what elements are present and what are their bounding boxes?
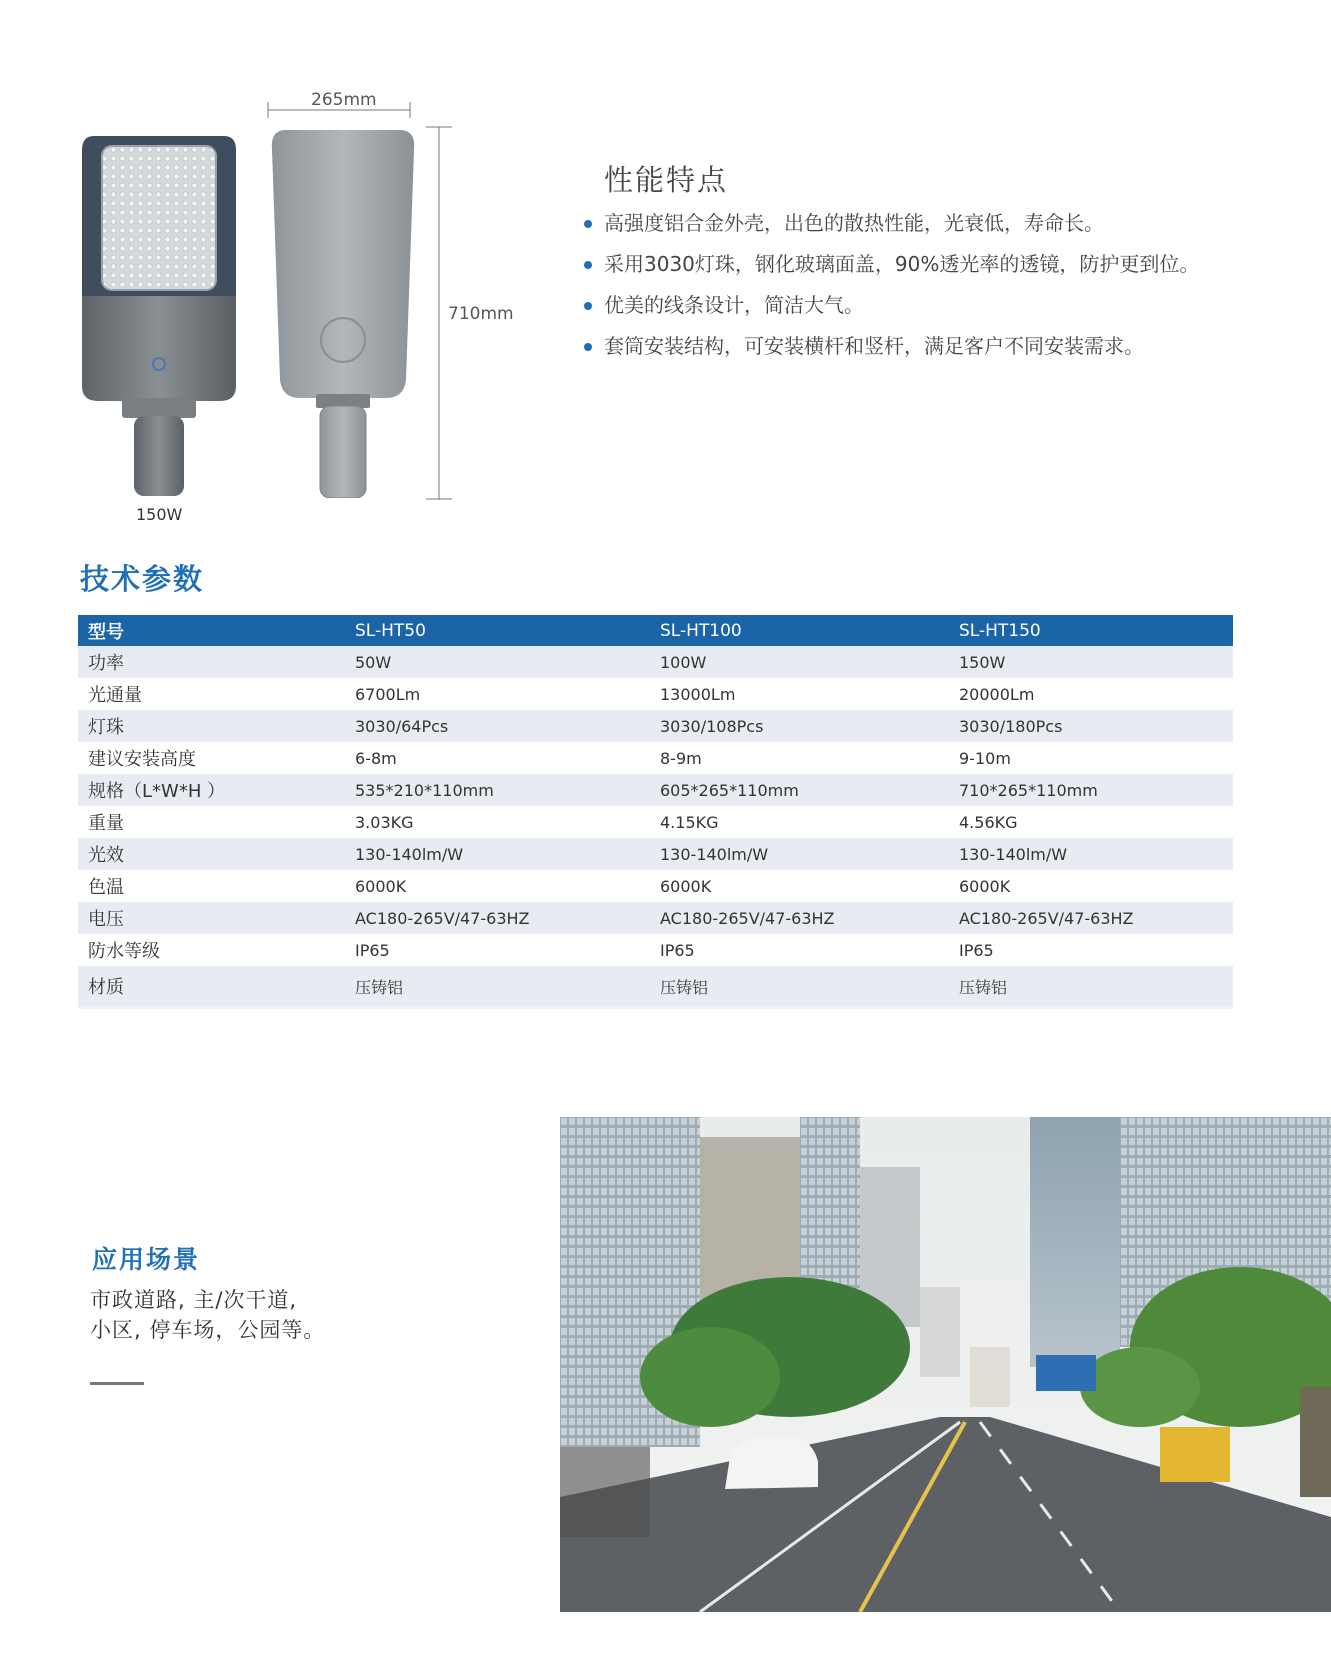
table-cell: 压铸铝: [949, 966, 1233, 1008]
table-row: [78, 678, 1233, 710]
table-cell: 13000Lm: [650, 678, 949, 710]
row-label: 材质: [78, 966, 345, 1008]
specs-header-row: [78, 615, 1233, 646]
row-label: 光效: [78, 838, 345, 870]
street-light-back-image: [270, 130, 416, 498]
table-cell: IP65: [345, 934, 650, 966]
table-cell: 3.03KG: [345, 806, 650, 838]
feature-item: 优美的线条设计，简洁大气。: [584, 290, 1199, 331]
table-cell: 130-140lm/W: [650, 838, 949, 870]
table-cell: 3030/108Pcs: [650, 710, 949, 742]
table-row: [78, 966, 1233, 1008]
table-cell: AC180-265V/47-63HZ: [345, 902, 650, 934]
table-cell: 710*265*110mm: [949, 774, 1233, 806]
table-cell: 6700Lm: [345, 678, 650, 710]
table-cell: IP65: [949, 934, 1233, 966]
table-cell: 压铸铝: [345, 966, 650, 1008]
table-row: [78, 710, 1233, 742]
table-row: [78, 902, 1233, 934]
specs-table: [78, 615, 1233, 1009]
table-row: [78, 870, 1233, 902]
row-label: 灯珠: [78, 710, 345, 742]
table-cell: AC180-265V/47-63HZ: [650, 902, 949, 934]
features-list: [584, 208, 1199, 372]
table-cell: 压铸铝: [650, 966, 949, 1008]
table-cell: 20000Lm: [949, 678, 1233, 710]
table-cell: 130-140lm/W: [345, 838, 650, 870]
row-label: 建议安装高度: [78, 742, 345, 774]
row-label: 规格（L*W*H ）: [78, 774, 345, 806]
row-label: 防水等级: [78, 934, 345, 966]
feature-item: 套筒安装结构，可安装横杆和竖杆，满足客户不同安装需求。: [584, 331, 1199, 372]
table-cell: 6000K: [345, 870, 650, 902]
header-cell: SL-HT100: [650, 615, 949, 646]
width-dimension: 265mm: [311, 90, 377, 110]
application-title: 应用场景: [92, 1245, 201, 1274]
table-cell: 150W: [949, 646, 1233, 678]
row-label: 重量: [78, 806, 345, 838]
feature-item: 高强度铝合金外壳，出色的散热性能，光衰低，寿命长。: [584, 208, 1199, 249]
table-cell: AC180-265V/47-63HZ: [949, 902, 1233, 934]
table-cell: 6000K: [949, 870, 1233, 902]
street-scene-photo: [560, 1117, 1331, 1612]
table-cell: 9-10m: [949, 742, 1233, 774]
application-line: 小区, 停车场，公园等。: [90, 1318, 326, 1342]
features-title: 性能特点: [604, 163, 729, 197]
table-cell: 130-140lm/W: [949, 838, 1233, 870]
header-cell: 型号: [78, 615, 345, 646]
table-row: [78, 742, 1233, 774]
table-cell: 8-9m: [650, 742, 949, 774]
feature-item: 采用3030灯珠，钢化玻璃面盖，90%透光率的透镜，防护更到位。: [584, 249, 1199, 290]
table-row: [78, 646, 1233, 678]
table-cell: 4.15KG: [650, 806, 949, 838]
table-cell: IP65: [650, 934, 949, 966]
row-label: 色温: [78, 870, 345, 902]
row-label: 电压: [78, 902, 345, 934]
table-row: [78, 806, 1233, 838]
table-cell: 6-8m: [345, 742, 650, 774]
table-cell: 4.56KG: [949, 806, 1233, 838]
application-line: 市政道路, 主/次干道,: [90, 1288, 298, 1312]
table-row: [78, 774, 1233, 806]
row-label: 光通量: [78, 678, 345, 710]
row-label: 功率: [78, 646, 345, 678]
header-cell: SL-HT150: [949, 615, 1233, 646]
table-row: [78, 934, 1233, 966]
divider: [90, 1382, 144, 1385]
header-cell: SL-HT50: [345, 615, 650, 646]
product-caption: 150W: [136, 505, 183, 524]
table-row: [78, 838, 1233, 870]
table-cell: 50W: [345, 646, 650, 678]
table-cell: 100W: [650, 646, 949, 678]
table-cell: 6000K: [650, 870, 949, 902]
table-cell: 3030/180Pcs: [949, 710, 1233, 742]
table-cell: 605*265*110mm: [650, 774, 949, 806]
street-light-front-image: [82, 136, 236, 496]
specs-title: 技术参数: [80, 562, 205, 596]
height-dimension: 710mm: [448, 304, 514, 324]
table-cell: 535*210*110mm: [345, 774, 650, 806]
table-cell: 3030/64Pcs: [345, 710, 650, 742]
